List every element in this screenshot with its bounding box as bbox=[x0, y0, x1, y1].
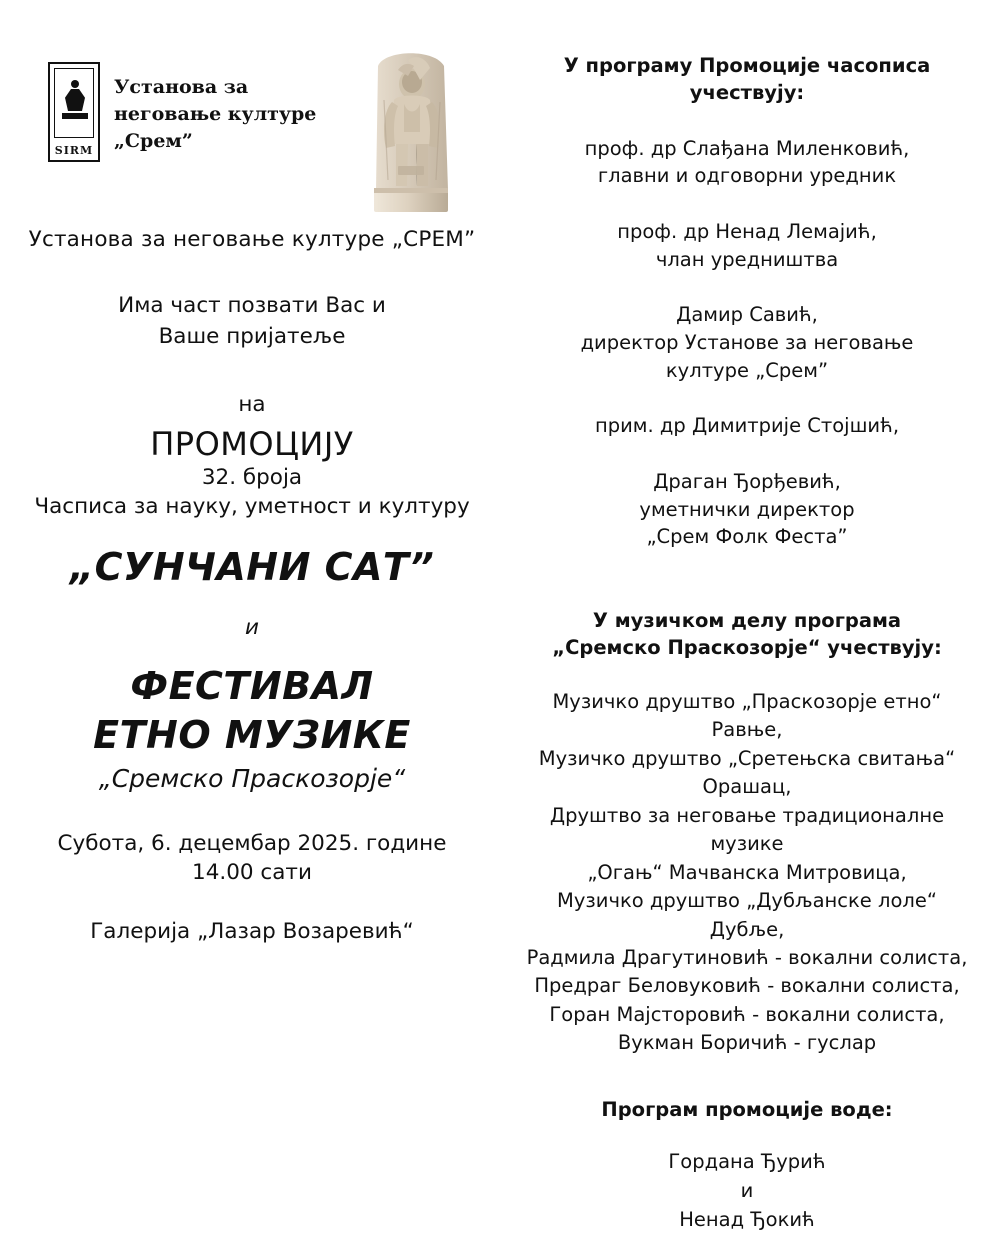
event-venue: Галерија „Лазар Возаревић“ bbox=[90, 918, 414, 944]
participant-role-cont: културе „Срем” bbox=[665, 358, 829, 382]
invitation-line-1: Има част позвати Вас и bbox=[118, 293, 386, 318]
participant-entry bbox=[524, 412, 970, 440]
music-program-heading-line-2: „Сремско Праскозорје“ учествују: bbox=[552, 636, 942, 660]
participant-name: Драган Ђорђевић, bbox=[653, 470, 841, 494]
host-name: Ненад Ђокић bbox=[679, 1208, 815, 1232]
list-item: Радмила Драгутиновић - вокални солиста, bbox=[526, 945, 968, 969]
participant-entry bbox=[524, 301, 970, 384]
participants-heading: У програму Промоције часописа учествују: bbox=[563, 54, 931, 105]
participant-name: прим. др Димитрије Стојшић, bbox=[594, 414, 900, 438]
journal-title: „СУНЧАНИ САТ” bbox=[69, 545, 435, 590]
conjunction-i: и bbox=[245, 615, 259, 641]
invitation-line-2: Ваше пријатеље bbox=[158, 324, 346, 350]
participant-entry bbox=[524, 218, 970, 273]
right-column bbox=[500, 0, 1000, 1232]
invitation-text bbox=[22, 290, 482, 352]
list-item: Музичко друштво „Праскозорје етно“ Равње, bbox=[552, 689, 942, 742]
institution-name-line-3: „Срем” bbox=[114, 129, 193, 152]
event-date: Субота, 6. децембар 2025. године bbox=[57, 830, 447, 856]
sirm-logo-icon bbox=[48, 62, 100, 162]
participant-entry bbox=[524, 135, 970, 190]
roman-statue-image bbox=[364, 40, 460, 215]
participant-name: проф. др Слађана Миленковић, bbox=[584, 136, 910, 160]
hosts-conjunction: и bbox=[740, 1179, 754, 1203]
list-item: Вукман Боричић - гуслар bbox=[617, 1031, 877, 1055]
festival-title-line-2: ЕТНО МУЗИКЕ bbox=[93, 712, 411, 757]
header-row bbox=[22, 40, 482, 215]
list-item: „Огањ“ Мачванска Митровица, bbox=[587, 860, 907, 884]
logo-wordmark: SIRM bbox=[54, 144, 94, 157]
journal-description: Часписа за науку, уметност и културу bbox=[34, 494, 470, 520]
participant-name: проф. др Ненад Лемајић, bbox=[617, 219, 877, 243]
hosts-heading: Програм промоције воде: bbox=[601, 1097, 893, 1121]
participant-role-cont: „Срем Фолк Феста” bbox=[646, 525, 848, 549]
list-item: Музичко друштво „Сретењска свитања“ Орашац, bbox=[538, 746, 956, 799]
participant-role: члан уредништва bbox=[655, 247, 839, 271]
institution-name bbox=[114, 62, 316, 155]
music-program-heading bbox=[524, 607, 970, 662]
organization-line: Установа за неговање културе „СРЕМ” bbox=[28, 227, 476, 252]
participant-role: уметнички директор bbox=[639, 497, 855, 521]
preposition-na: на bbox=[238, 392, 266, 418]
hosts-list bbox=[524, 1147, 970, 1235]
institution-name-line-1: Установа за bbox=[114, 76, 249, 98]
left-column bbox=[0, 0, 500, 1006]
participant-entry bbox=[524, 468, 970, 551]
institution-logo-block bbox=[48, 62, 316, 162]
event-time: 14.00 сати bbox=[192, 859, 312, 885]
list-item: Музичко друштво „Дубљанске лоле“ Дубље, bbox=[557, 889, 937, 941]
music-performers-list bbox=[524, 688, 970, 1058]
participant-role: главни и одговорни уредник bbox=[597, 164, 897, 188]
institution-name-line-2: неговање културе bbox=[114, 102, 317, 125]
festival-title bbox=[22, 662, 482, 759]
participant-name: Дамир Савић, bbox=[676, 303, 818, 327]
festival-title-line-1: ФЕСТИВАЛ bbox=[130, 664, 374, 709]
list-item: Горан Мајсторовић - вокални солиста, bbox=[549, 1002, 945, 1026]
list-item: Предраг Беловуковић - вокални солиста, bbox=[534, 974, 960, 998]
host-name: Гордана Ђурић bbox=[668, 1149, 826, 1173]
list-item: Друштво за неговање традиционалне музике bbox=[549, 803, 945, 856]
participant-role: директор Установе за неговање bbox=[580, 331, 914, 355]
music-program-heading-line-1: У музичком делу програма bbox=[592, 609, 902, 633]
issue-number: 32. броја bbox=[201, 465, 303, 491]
event-type-promocija: ПРОМОЦИЈУ bbox=[150, 425, 354, 464]
festival-subtitle: „Сремско Праскозорје“ bbox=[98, 763, 406, 793]
